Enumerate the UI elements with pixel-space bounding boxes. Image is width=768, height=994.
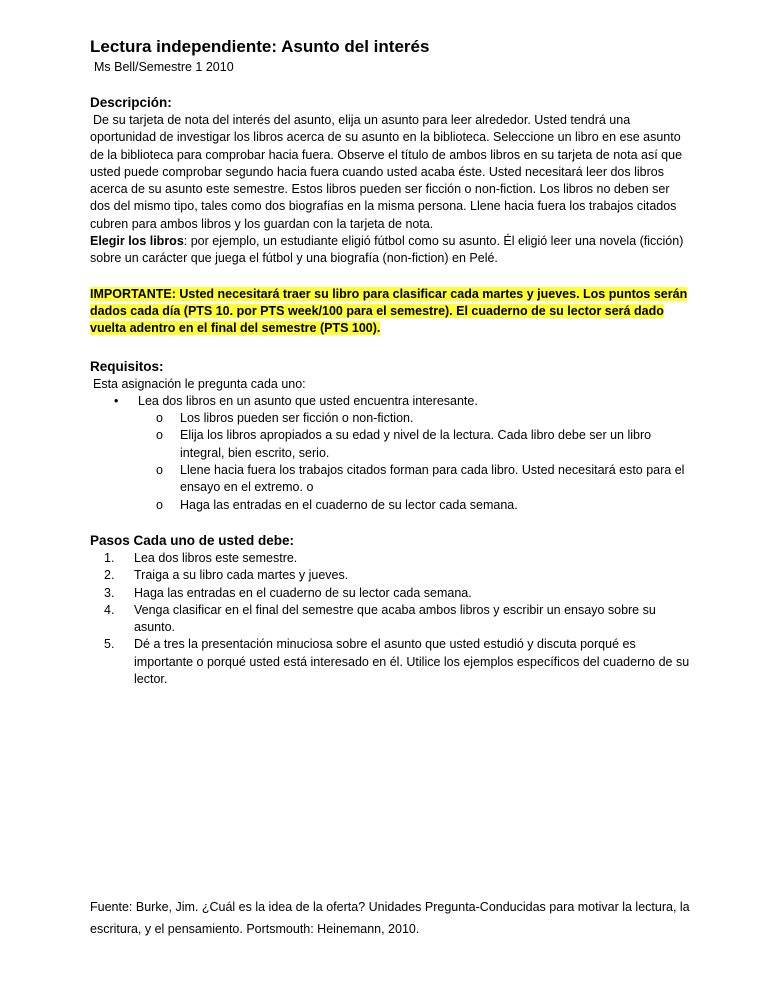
important-notice-text: IMPORTANTE: Usted necesitará traer su libro para clasificar cada martes y jueves. Los puntos serán dados cada día (PTS 10. por PTS week/100 para el semestre). El cuaderno de su lector será dado vuelta adentro en el final del semestre (PTS 100).: [90, 286, 688, 336]
description-body: De su tarjeta de nota del interés del asunto, elija un asunto para leer alrededor. Usted tendrá una oportunidad de investigar los libros acerca de su asunto en la biblioteca. Seleccione un libro en ese asunto de la biblioteca para comprobar hacia fuera. Observe el título de ambos libros en su tarjeta de nota así que usted puede comprobar segundo hacia fuera cuando usted acaba éste. Usted necesitará leer dos libros acerca de su asunto este semestre. Estos libros pueden ser ficción o non-fiction. Los libros no deben ser dos del mismo tipo, tales como dos biografías en la misma persona. Llene hacia fuera los trabajos citados cubren para ambos libros y los guardan con la tarjeta de nota.: [90, 113, 683, 231]
list-item: [90, 462, 690, 497]
step-text: Lea dos libros este semestre.: [134, 550, 298, 565]
description-paragraph: [90, 112, 690, 268]
list-item: [90, 585, 690, 602]
requirements-intro: Esta asignación le pregunta cada uno:: [93, 376, 306, 391]
page-subtitle: Ms Bell/Semestre 1 2010: [94, 60, 234, 74]
circle-bullet-icon: o: [156, 411, 163, 426]
sub-requirement-text: Los libros pueden ser ficción o non-fiction.: [180, 411, 414, 426]
list-item: [90, 497, 690, 514]
circle-bullet-icon: o: [156, 497, 163, 512]
important-notice: [90, 286, 690, 338]
choose-books-label: Elegir los libros: [90, 234, 184, 249]
requirements-sublist: [138, 410, 690, 514]
step-number: 1.: [104, 550, 115, 565]
requirement-text: Lea dos libros en un asunto que usted encuentra interesante.: [138, 393, 478, 408]
bullet-icon: •: [114, 393, 119, 408]
list-item: [90, 567, 690, 584]
list-item: [90, 410, 690, 427]
sub-requirement-text: Haga las entradas en el cuaderno de su lector cada semana.: [180, 497, 518, 512]
requirements-list: [90, 393, 690, 514]
step-number: 3.: [104, 585, 115, 600]
list-item: [90, 393, 690, 514]
list-item: [90, 427, 690, 462]
step-text: Venga clasificar en el final del semestre que acaba ambos libros y escribir un ensayo sobre su asunto.: [134, 602, 656, 635]
list-item: [90, 602, 690, 637]
choose-books-text: : por ejemplo, un estudiante eligió fútbol como su asunto. Él eligió leer una novela (ficción) sobre un carácter que juega el fútbol y una biografía (non-fiction) en Pelé.: [90, 234, 684, 266]
step-number: 4.: [104, 602, 115, 617]
sub-requirement-text: Elija los libros apropiados a su edad y nivel de la lectura. Cada libro debe ser un libro integral, bien escrito, serio.: [180, 428, 652, 460]
steps-heading: Pasos Cada uno de usted debe:: [90, 532, 295, 548]
page-title: Lectura independiente: Asunto del interés: [90, 37, 430, 56]
document-page: [90, 36, 690, 688]
steps-list: [90, 550, 690, 688]
step-number: 2.: [104, 568, 115, 583]
spacer: [90, 514, 690, 532]
source-citation: Fuente: Burke, Jim. ¿Cuál es la idea de la oferta? Unidades Pregunta-Conducidas para motivar la lectura, la escritura, y el pensamiento. Portsmouth: Heinemann, 2010.: [90, 900, 690, 936]
step-text: Dé a tres la presentación minuciosa sobre el asunto que usted estudió y discuta porqué es importante o porqué usted está interesado en él. Utilice los ejemplos específicos del cuaderno de su lector.: [134, 637, 690, 687]
step-text: Traiga a su libro cada martes y jueves.: [134, 568, 349, 583]
description-heading: Descripción:: [90, 95, 172, 110]
circle-bullet-icon: o: [156, 428, 163, 443]
list-item: [90, 550, 690, 567]
step-text: Haga las entradas en el cuaderno de su lector cada semana.: [134, 585, 472, 600]
list-item: [90, 636, 690, 688]
circle-bullet-icon: o: [156, 463, 163, 478]
step-number: 5.: [104, 637, 115, 652]
sub-requirement-text: Llene hacia fuera los trabajos citados forman para cada libro. Usted necesitará esto para el ensayo en el extremo. o: [180, 463, 685, 495]
requirements-heading: Requisitos:: [90, 358, 164, 374]
